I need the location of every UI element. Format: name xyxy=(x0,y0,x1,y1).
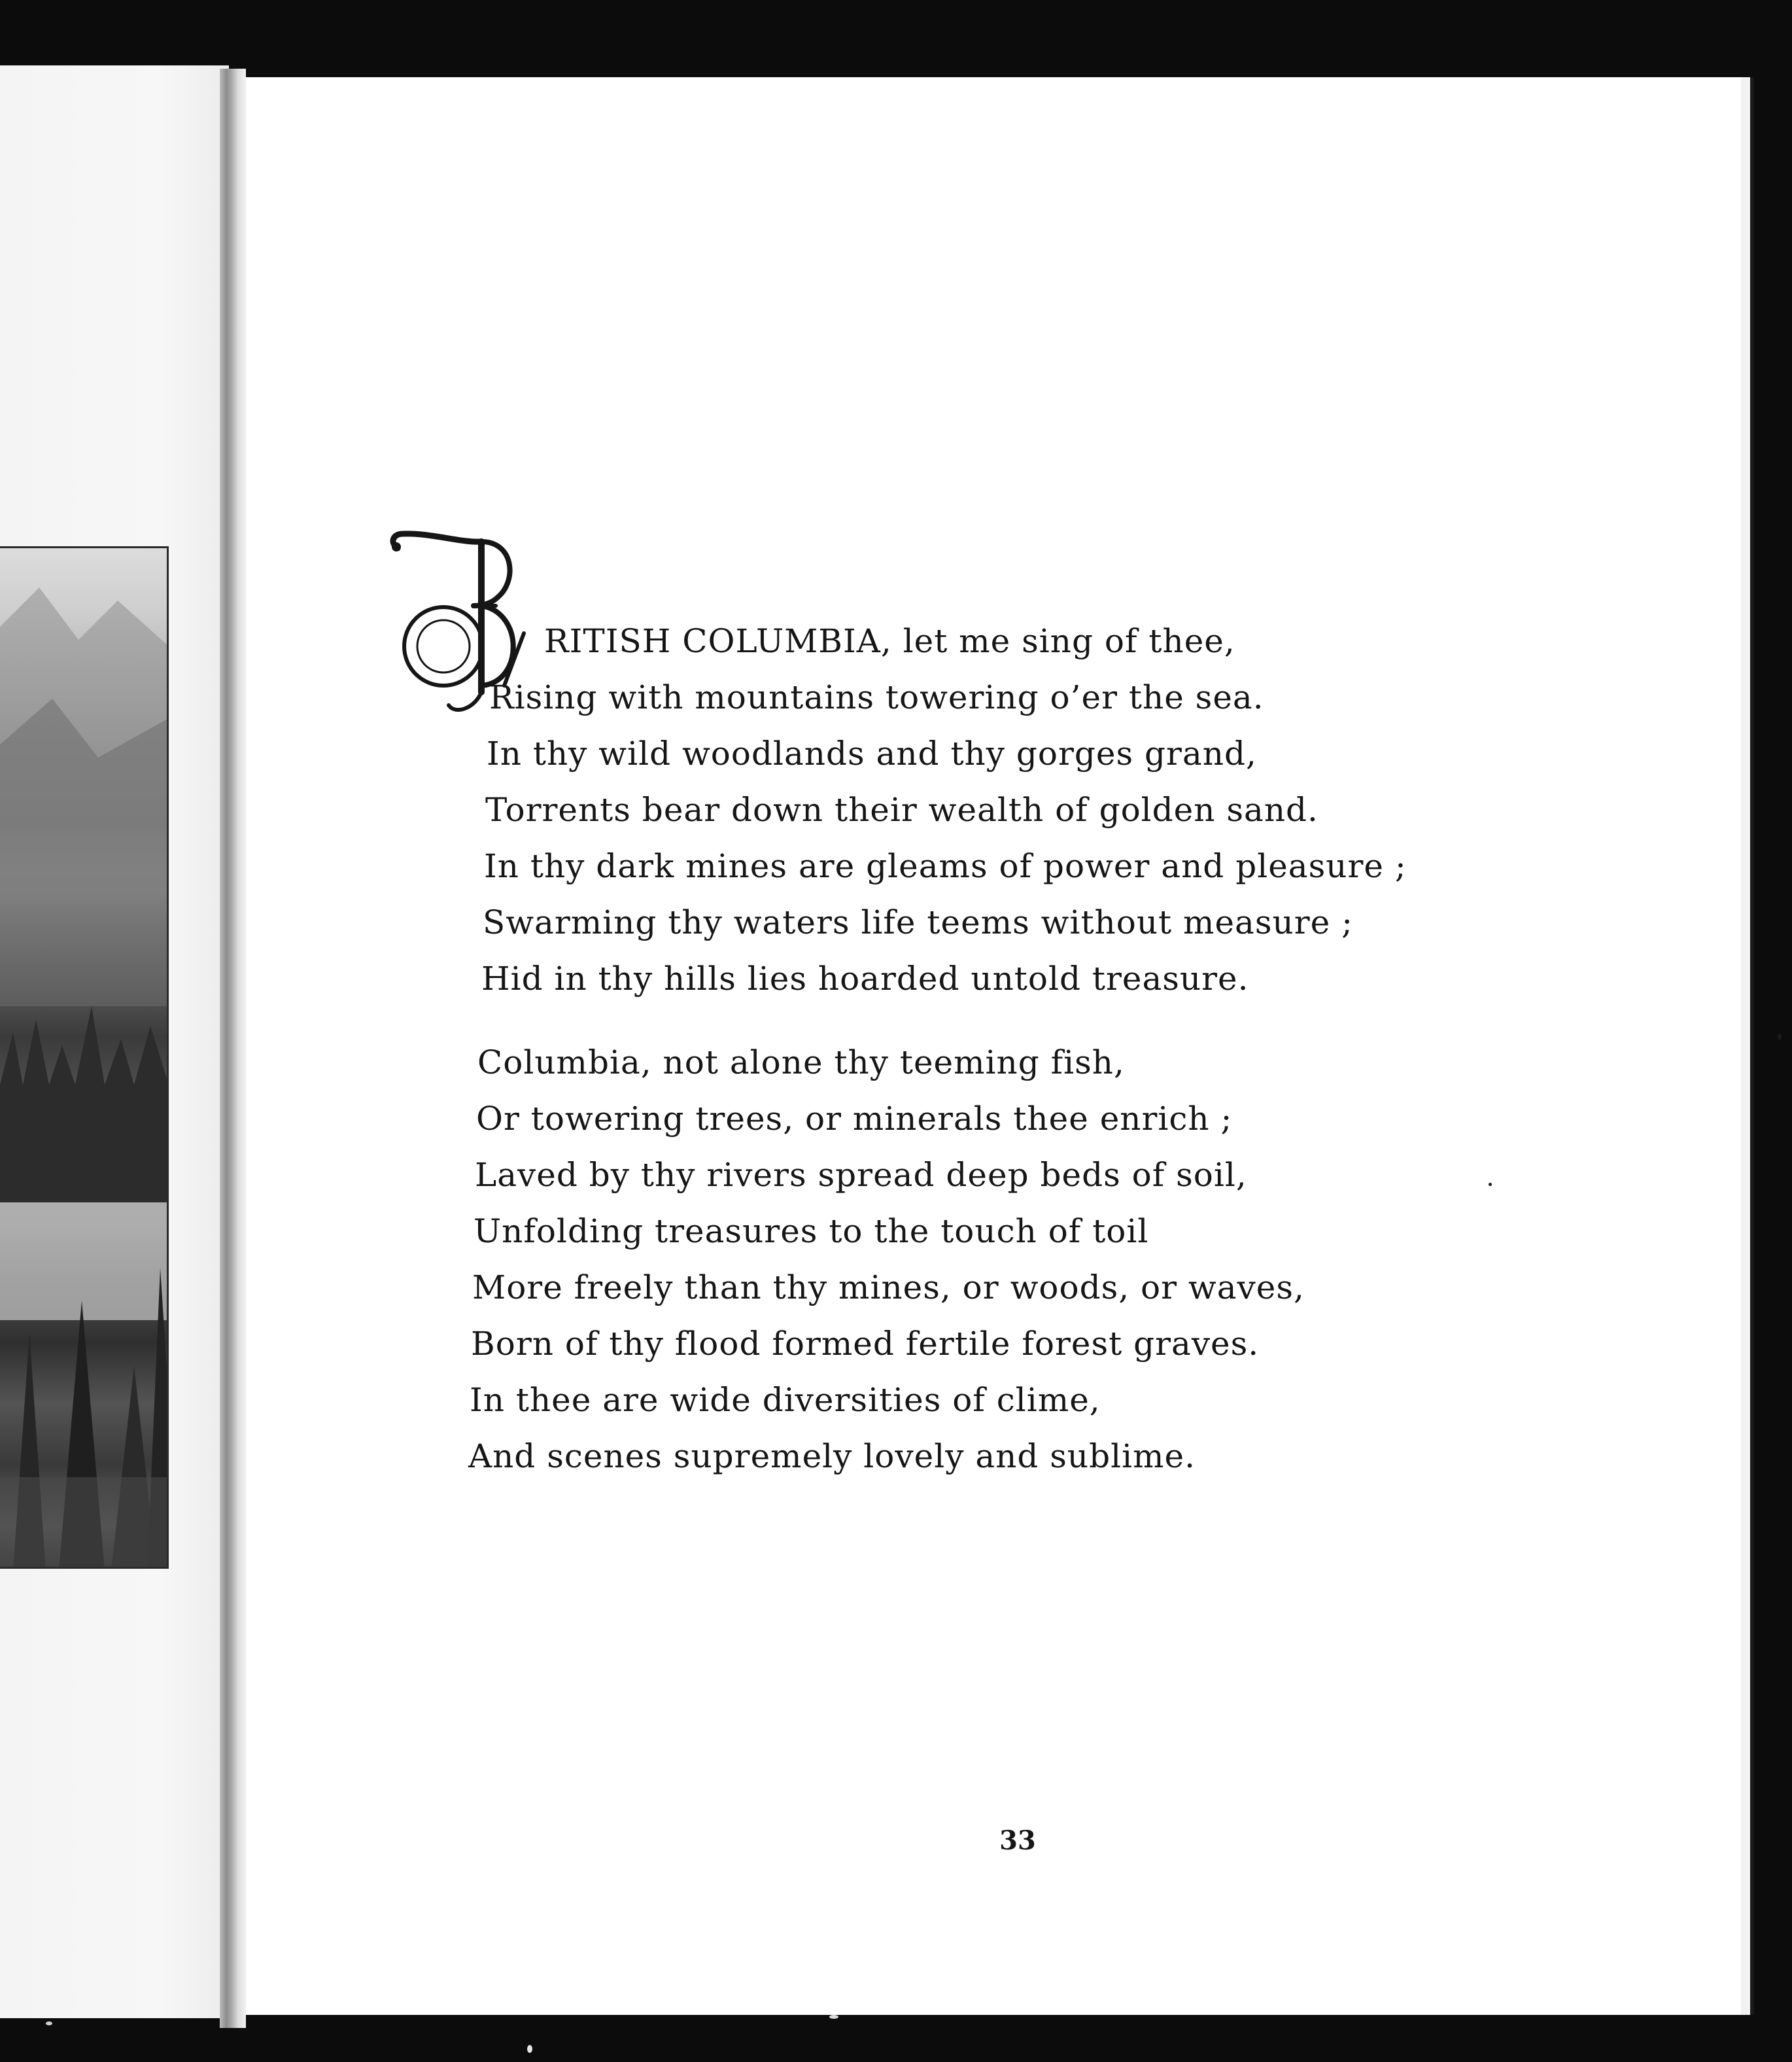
poem-line-3: In thy wild woodlands and thy gorges grand, xyxy=(487,735,1257,773)
scan-speck xyxy=(1778,1034,1782,1040)
mountain-forest-illustration xyxy=(0,548,169,1569)
poem-line-9: Or towering trees, or minerals thee enrich ; xyxy=(476,1100,1233,1138)
poem-line-1: RITISH COLUMBIA, let me sing of thee, xyxy=(544,622,1235,660)
poem-line-13: Born of thy flood formed fertile forest graves. xyxy=(471,1325,1260,1363)
page-number: 33 xyxy=(999,1825,1036,1856)
scan-speck xyxy=(1489,1183,1492,1186)
scan-speck xyxy=(46,2021,52,2025)
poem-line-15: And scenes supremely lovely and sublime. xyxy=(468,1437,1196,1475)
poem-page xyxy=(246,77,1754,2015)
book-gutter xyxy=(220,69,246,2028)
poem-line-8: Columbia, not alone thy teeming fish, xyxy=(477,1043,1125,1081)
scan-speck xyxy=(527,2045,532,2053)
landscape-photo-plate xyxy=(0,546,169,1569)
scan-speck xyxy=(829,2015,838,2019)
poem xyxy=(246,77,1754,2015)
poem-line-10: Laved by thy rivers spread deep beds of soil, xyxy=(475,1156,1247,1194)
poem-line-6: Swarming thy waters life teems without measure ; xyxy=(483,903,1353,941)
poem-line-12: More freely than thy mines, or woods, or waves, xyxy=(472,1268,1305,1306)
facing-page xyxy=(0,65,229,2018)
poem-line-5: In thy dark mines are gleams of power and pleasure ; xyxy=(484,847,1407,885)
poem-line-11: Unfolding treasures to the touch of toil xyxy=(474,1212,1149,1250)
poem-line-2: Rising with mountains towering o’er the sea. xyxy=(489,678,1264,716)
ornamental-letter-b-icon xyxy=(383,529,527,751)
poem-line-4: Torrents bear down their wealth of golden sand. xyxy=(485,791,1318,829)
poem-line-14: In thee are wide diversities of clime, xyxy=(470,1381,1101,1419)
poem-line-7: Hid in thy hills lies hoarded untold treasure. xyxy=(481,960,1249,998)
